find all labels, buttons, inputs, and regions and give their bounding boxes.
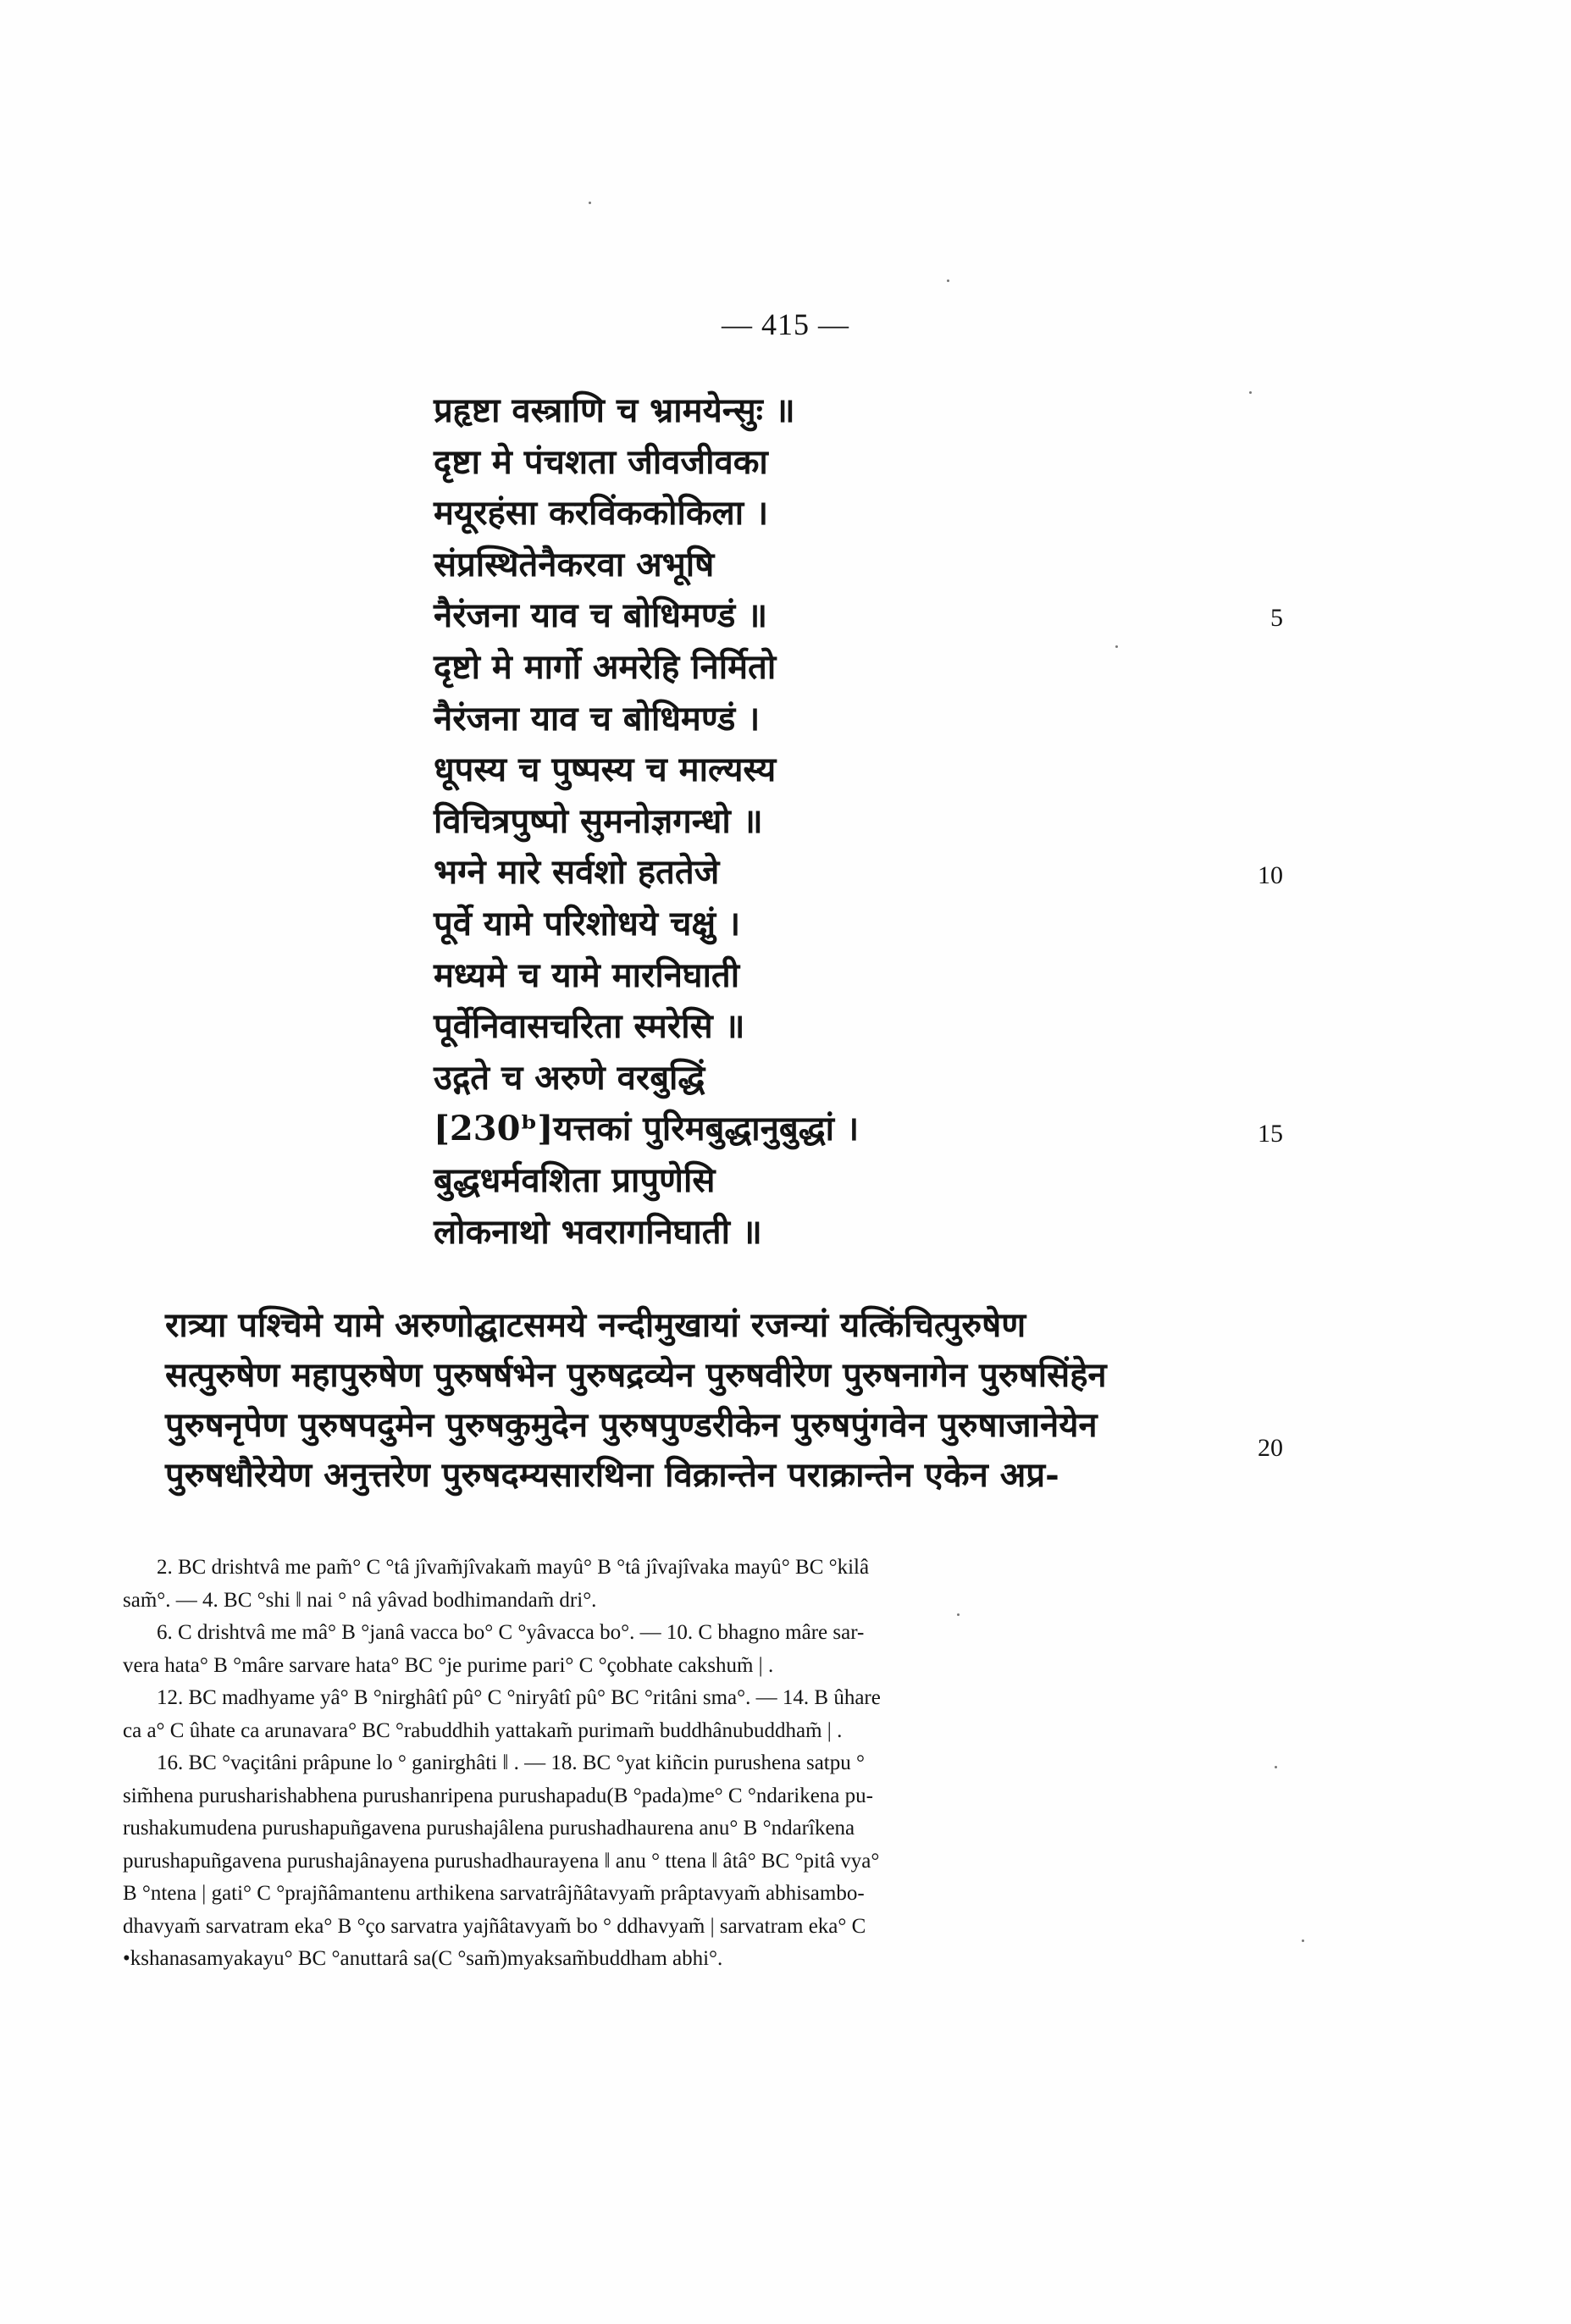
line-number-marker: 10 [1258,861,1283,889]
scan-speck [1249,391,1252,394]
line-number-marker: 5 [1270,604,1283,632]
verse-line: दृष्टो मे मार्गो अमरेहि निर्मितो [434,646,777,687]
footnote-line: sim̃hena purusharishabhena purushanripena purushapadu(B °pada)me° C °ndarikena pu- [123,1784,873,1807]
verse-line: पूर्वेनिवासचरिता स्मरेसि ॥ [434,1006,745,1047]
verse-line: नैरंजना याव च बोधिमण्डं ॥ [434,595,768,636]
verse-line: बुद्धधर्मवशिता प्रापुणेसि [434,1159,716,1200]
verse-block [434,385,1196,1258]
footnote-line: 2. BC drishtvâ me pam̃° C °tâ jîvam̃jîvakam̃ mayû° B °tâ jîvajîvaka mayû° BC °kilâ [157,1556,870,1579]
verse-line: प्रहृष्टा वस्त्राणि च भ्रामयेन्सुः ॥ [434,390,795,430]
scan-speck [1115,645,1118,648]
footnote-line: purushapuñgavena purushajânayena purushadhaurayena ‖ anu ° ttena ‖ âtâ° BC °pitâ vya° [123,1849,880,1873]
footnote-line: B °ntena | gati° C °prajñâmantenu arthikena sarvatrâjñâtavyam̃ prâptavyam̃ abhisambo- [123,1882,865,1905]
prose-line: पुरुषनृपेण पुरुषपदुमेन पुरुषकुमुदेन पुरुषपुण्डरीकेन पुरुषपुंगवेन पुरुषाजानेयेन [165,1405,1098,1445]
verse-line: पूर्वे यामे परिशोधये चक्षुं । [434,903,741,943]
scan-speck [947,279,949,282]
verse-line: धूपस्य च पुष्पस्य च माल्यस्य [434,750,777,790]
verse-line: भग्ने मारे सर्वशो हततेजे [434,852,720,893]
verse-line: दृष्टा मे पंचशता जीवजीवका [434,441,768,482]
line-number-marker: 15 [1258,1120,1283,1148]
scan-speck [957,1613,960,1616]
footnote-line: ca a° C ûhate ca arunavara° BC °rabuddhih yattakam̃ purimam̃ buddhânubuddham̃ | . [123,1718,843,1742]
scan-speck [1275,1766,1277,1768]
page-number: — 415 — [722,307,849,341]
prose-line: पुरुषधौरेयेण अनुत्तरेण पुरुषदम्यसारथिना विक्रान्तेन पराक्रान्तेन एकेन अप्र- [165,1455,1059,1495]
scan-speck [1302,1939,1304,1942]
verse-line: मयूरहंसा करविंककोकिला । [434,493,769,534]
verse-line: [230ᵇ]यत्तकां पुरिमबुद्धानुबुद्धां । [434,1109,860,1149]
footnote-line: rushakumudena purushapuñgavena purushajâlena purushadhaurena anu° B °ndarîkena [123,1817,855,1840]
footnote-line: •kshanasamyakayu° BC °anuttarâ sa(C °sam̃)myaksam̃buddham abhi°. [123,1947,723,1970]
verse-line: संप्रस्थितेनैकरवा अभूषि [434,544,715,584]
footnote-line: vera hata° B °mâre sarvare hata° BC °je purime pari° C °çobhate cakshum̃ | . [123,1653,774,1677]
footnote-line: sam̃°. — 4. BC °shi ‖ nai ° nâ yâvad bodhimandam̃ dri°. [123,1588,597,1612]
footnote-line: dhavyam̃ sarvatram eka° B °ço sarvatra yajñâtavyam̃ bo ° ddhavyam̃ | sarvatram eka° C [123,1914,866,1938]
scan-speck [589,202,591,204]
footnote-line: 12. BC madhyame yâ° B °nirghâtî pû° C °niryâtî pû° BC °ritâni sma°. — 14. B ûhare [157,1686,881,1709]
prose-paragraph [165,1300,1266,1500]
verse-line: नैरंजना याव च बोधिमण्डं । [434,698,761,739]
footnote-line: 6. C drishtvâ me mâ° B °janâ vacca bo° C °yâvacca bo°. — 10. C bhagno mâre sar- [157,1621,865,1644]
verse-line: उद्गते च अरुणे वरबुद्धिं [434,1057,705,1098]
prose-line: रात्र्या पश्चिमे यामे अरुणोद्घाटसमये नन्दीमुखायां रजन्यां यत्किंचित्पुरुषेण [165,1305,1026,1345]
footnotes [123,1552,1236,1976]
verse-line: विचित्रपुष्पो सुमनोज्ञगन्धो ॥ [434,800,763,841]
verse-line: मध्यमे च यामे मारनिघाती [434,955,740,995]
line-number-marker: 20 [1258,1434,1283,1462]
prose-line: सत्पुरुषेण महापुरुषेण पुरुषर्षभेन पुरुषद्रव्येन पुरुषवीरेण पुरुषनागेन पुरुषसिंहेन [165,1355,1107,1395]
verse-line: लोकनाथो भवरागनिघाती ॥ [434,1211,762,1252]
footnote-line: 16. BC °vaçitâni prâpune lo ° ganirghâti ‖ . — 18. BC °yat kiñcin purushena satpu ° [157,1751,865,1774]
